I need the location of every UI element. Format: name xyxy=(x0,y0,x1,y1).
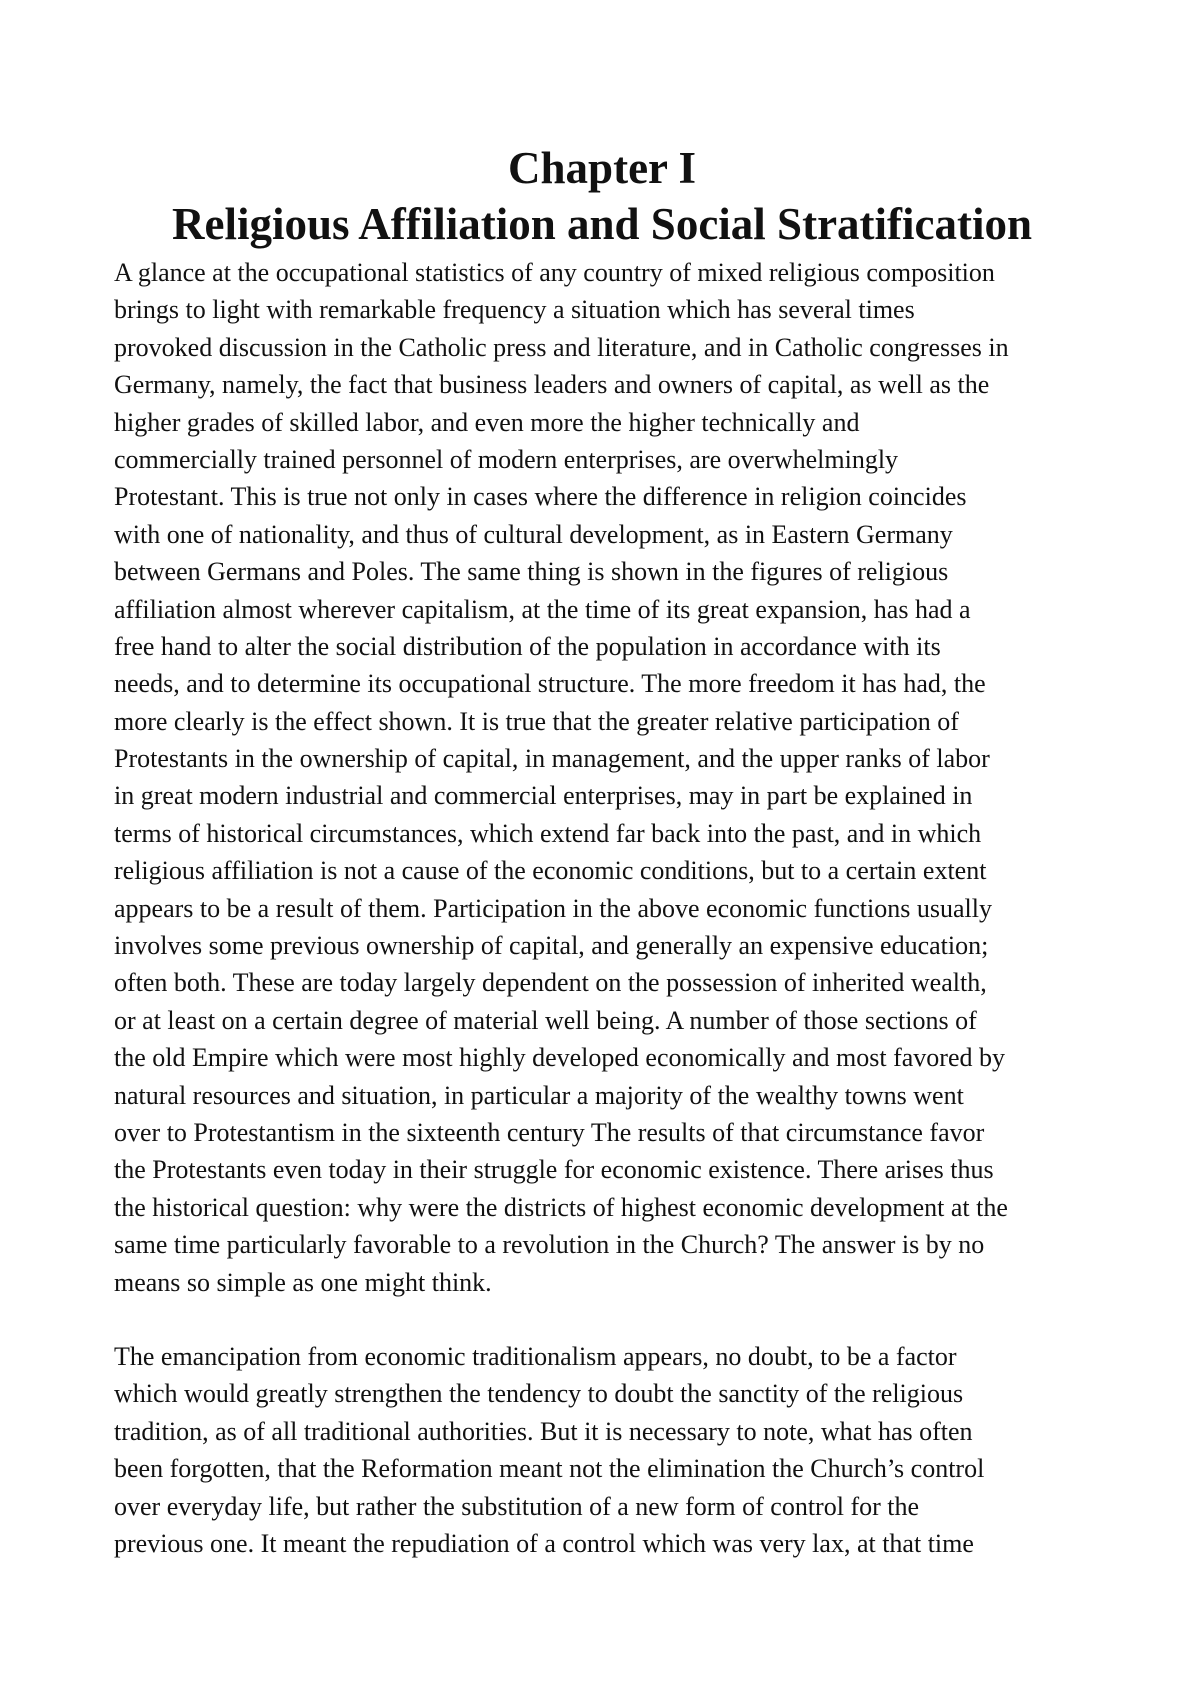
text-line: with one of nationality, and thus of cultural development, as in Eastern Germany xyxy=(114,519,953,549)
text-line: terms of historical circumstances, which extend far back into the past, and in which xyxy=(114,818,982,848)
text-line: previous one. It meant the repudiation of a control which was very lax, at that time xyxy=(114,1528,974,1558)
text-line: needs, and to determine its occupational structure. The more freedom it has had, the xyxy=(114,669,986,699)
text-line: the old Empire which were most highly developed economically and most favored by xyxy=(114,1043,1005,1073)
text-line: the historical question: why were the districts of highest economic development at the xyxy=(114,1192,1008,1222)
text-line: Protestant. This is true not only in cases where the difference in religion coincides xyxy=(114,482,967,512)
text-line: between Germans and Poles. The same thing is shown in the figures of religious xyxy=(114,557,949,587)
chapter-label: Chapter I xyxy=(508,143,696,193)
chapter-heading xyxy=(114,140,1090,252)
text-line: religious affiliation is not a cause of the economic conditions, but to a certain extent xyxy=(114,856,987,886)
text-line: been forgotten, that the Reformation meant not the elimination the Church’s control xyxy=(114,1454,985,1484)
text-line: higher grades of skilled labor, and even more the higher technically and xyxy=(114,407,860,437)
text-line: in great modern industrial and commercial enterprises, may in part be explained in xyxy=(114,781,973,811)
chapter-title: Religious Affiliation and Social Stratification xyxy=(171,199,1033,249)
text-line: involves some previous ownership of capital, and generally an expensive education; xyxy=(114,931,989,961)
body-text xyxy=(114,254,1090,1562)
text-line: Germany, namely, the fact that business leaders and owners of capital, as well as the xyxy=(114,370,990,400)
text-line: over to Protestantism in the sixteenth century The results of that circumstance favor xyxy=(114,1117,985,1147)
text-line: natural resources and situation, in particular a majority of the wealthy towns went xyxy=(114,1080,964,1110)
paragraph-2 xyxy=(114,1338,1090,1562)
text-line: A glance at the occupational statistics of any country of mixed religious composition xyxy=(114,258,995,287)
text-line: free hand to alter the social distribution of the population in accordance with its xyxy=(114,631,941,661)
text-line: Protestants in the ownership of capital, in management, and the upper ranks of labor xyxy=(114,744,990,774)
text-line: brings to light with remarkable frequency a situation which has several times xyxy=(114,295,915,325)
text-line: often both. These are today largely dependent on the possession of inherited wealth, xyxy=(114,968,987,998)
text-line: the Protestants even today in their struggle for economic existence. There arises thus xyxy=(114,1155,994,1185)
text-line: tradition, as of all traditional authorities. But it is necessary to note, what has often xyxy=(114,1416,973,1446)
text-line: which would greatly strengthen the tendency to doubt the sanctity of the religious xyxy=(114,1379,964,1409)
text-line: The emancipation from economic traditionalism appears, no doubt, to be a factor xyxy=(114,1341,957,1371)
text-line: means so simple as one might think. xyxy=(114,1267,492,1297)
text-line: or at least on a certain degree of material well being. A number of those sections of xyxy=(114,1005,977,1035)
text-line: provoked discussion in the Catholic press and literature, and in Catholic congresses in xyxy=(114,332,1009,362)
text-line: same time particularly favorable to a revolution in the Church? The answer is by no xyxy=(114,1230,985,1260)
paragraph-1 xyxy=(114,254,1090,1301)
text-line: more clearly is the effect shown. It is true that the greater relative participation of xyxy=(114,706,959,736)
text-line: appears to be a result of them. Participation in the above economic functions usually xyxy=(114,893,992,923)
text-line: affiliation almost wherever capitalism, at the time of its great expansion, has had a xyxy=(114,594,971,624)
text-line: over everyday life, but rather the substitution of a new form of control for the xyxy=(114,1491,920,1521)
text-line: commercially trained personnel of modern enterprises, are overwhelmingly xyxy=(114,444,899,474)
